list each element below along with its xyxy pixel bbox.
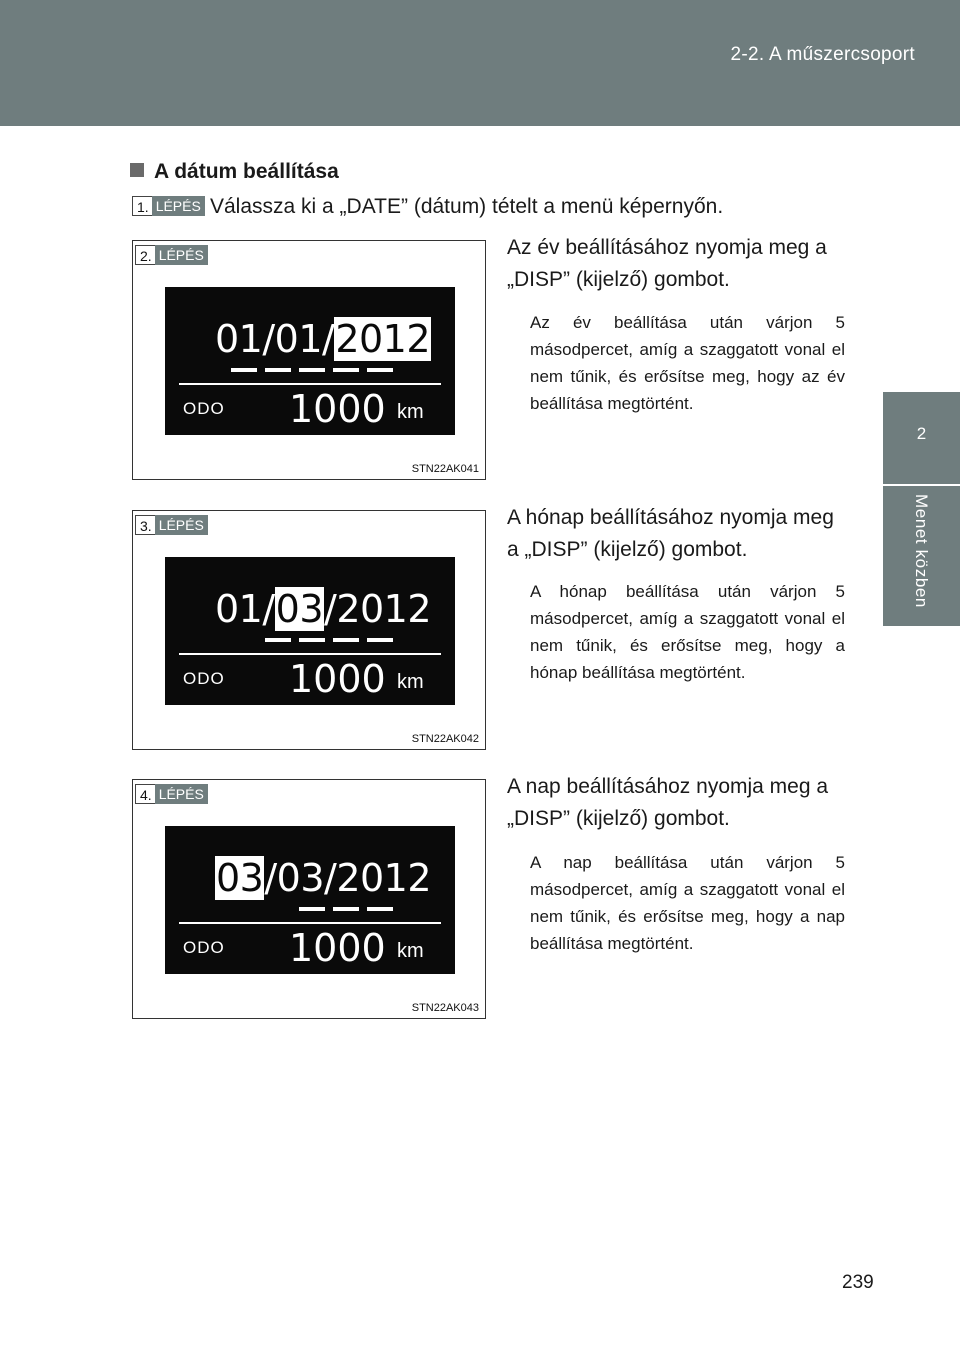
odo-value: 1000 <box>289 657 386 701</box>
lcd-divider <box>179 653 441 655</box>
chapter-label-tab <box>883 486 960 626</box>
figure-code: STN22AK043 <box>411 1002 479 1014</box>
dash-mark <box>367 368 393 372</box>
lcd-divider <box>179 922 441 924</box>
odo-label: ODO <box>183 938 225 957</box>
dash-mark <box>333 907 359 911</box>
date-part: /2012 <box>324 587 432 631</box>
date-readout <box>215 317 431 361</box>
date-highlight: 03 <box>275 587 324 631</box>
section-breadcrumb: 2-2. A műszercsoport <box>730 44 915 65</box>
odo-unit: km <box>397 401 424 423</box>
dash-mark <box>333 368 359 372</box>
step-number: 3. <box>135 515 155 535</box>
chapter-label: Menet közben <box>912 494 931 608</box>
step3-note-text: A hónap beállítása után várjon 5 másodpercet, amíg a szaggatott vonal el nem tűnik, és erősítse meg, hogy a hónap beállítása megtörtént. <box>530 582 845 682</box>
step-badge-4 <box>135 784 208 804</box>
header-bar <box>0 0 960 126</box>
dash-mark <box>231 368 257 372</box>
date-part: 01/01/ <box>215 317 335 361</box>
date-part: /03/2012 <box>264 856 432 900</box>
figure-step-4 <box>132 779 486 1019</box>
square-bullet-icon <box>130 163 144 177</box>
dash-mark <box>367 638 393 642</box>
step-number: 2. <box>135 245 155 265</box>
lcd-display <box>165 557 455 705</box>
odo-value: 1000 <box>289 387 386 431</box>
step-word: LÉPÉS <box>155 784 208 804</box>
dash-mark <box>265 368 291 372</box>
step-number: 1. <box>132 196 152 216</box>
step2-main-text: Az év beállításához nyomja meg a „DISP” (kijelző) gombot. <box>507 236 827 291</box>
odo-value: 1000 <box>289 926 386 970</box>
odo-unit: km <box>397 671 424 693</box>
odo-label: ODO <box>183 399 225 418</box>
dash-mark <box>265 638 291 642</box>
dash-mark <box>367 907 393 911</box>
section-heading-text: A dátum beállítása <box>154 160 339 183</box>
date-readout <box>215 856 431 900</box>
dash-mark <box>299 368 325 372</box>
figure-code: STN22AK041 <box>411 463 479 475</box>
step-badge-1 <box>132 196 205 216</box>
step1-text: Válassza ki a „DATE” (dátum) tételt a menü képernyőn. <box>210 195 724 218</box>
figure-code: STN22AK042 <box>411 733 479 745</box>
odo-unit: km <box>397 940 424 962</box>
page-number: 239 <box>842 1272 874 1293</box>
dash-mark <box>299 638 325 642</box>
step-word: LÉPÉS <box>152 196 205 216</box>
step-word: LÉPÉS <box>155 245 208 265</box>
date-readout <box>215 587 431 631</box>
section-heading <box>130 160 339 184</box>
step-badge-3 <box>135 515 208 535</box>
dash-mark <box>299 907 325 911</box>
odo-label: ODO <box>183 669 225 688</box>
step4-main-text: A nap beállításához nyomja meg a „DISP” (kijelző) gombot. <box>507 775 829 830</box>
step2-note-text: Az év beállítása után várjon 5 másodpercet, amíg a szaggatott vonal el nem tűnik, és erősítse meg, hogy az év beállítása megtörtént. <box>530 313 845 413</box>
step-word: LÉPÉS <box>155 515 208 535</box>
step4-note-text: A nap beállítása után várjon 5 másodpercet, amíg a szaggatott vonal el nem tűnik, és erősítse meg, hogy a nap beállítása megtörtént. <box>530 853 845 953</box>
figure-step-3 <box>132 510 486 750</box>
chapter-number: 2 <box>916 424 927 443</box>
step3-main-text: A hónap beállításához nyomja meg a „DISP” (kijelző) gombot. <box>507 506 834 561</box>
lcd-divider <box>179 383 441 385</box>
step-number: 4. <box>135 784 155 804</box>
dash-mark <box>333 638 359 642</box>
lcd-display <box>165 826 455 974</box>
chapter-tab <box>883 392 960 484</box>
date-part: 01/ <box>215 587 275 631</box>
lcd-display <box>165 287 455 435</box>
date-highlight: 2012 <box>335 317 431 361</box>
step-badge-2 <box>135 245 208 265</box>
figure-step-2 <box>132 240 486 480</box>
date-highlight: 03 <box>216 856 264 900</box>
